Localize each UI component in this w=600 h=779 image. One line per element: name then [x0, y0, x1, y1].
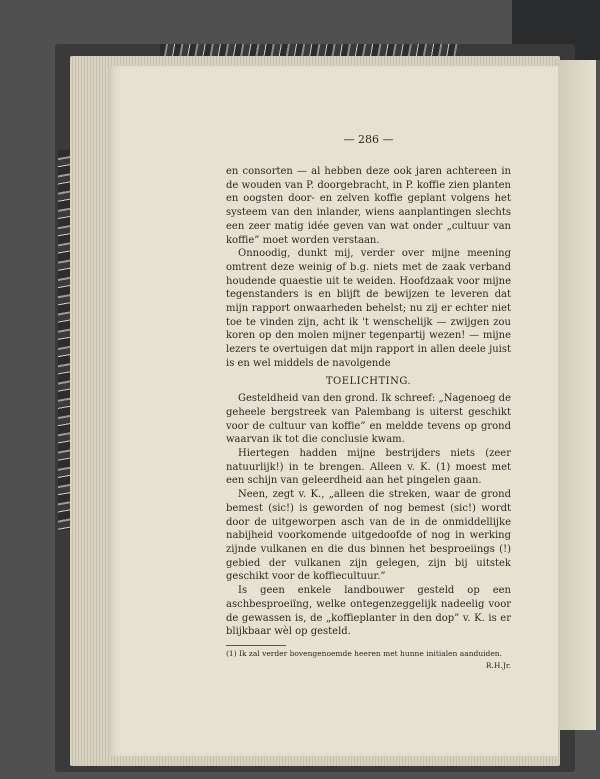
- body-text: [226, 165, 511, 673]
- facing-page-edge: [556, 60, 596, 730]
- paragraph-4: Hiertegen hadden mijne bestrijders niets (zeer natuurlijk!) in te brengen. Alleen v. K. (1) moest met een schijn van geleerdheid aan het pingelen gaan.: [226, 448, 511, 487]
- footnote: (1) Ik zal verder bovengenoemde heeren met hunne initialen aanduiden.: [226, 648, 503, 658]
- section-heading: TOELICHTING.: [325, 375, 412, 387]
- footnote-rule: [226, 645, 286, 646]
- footnote-signature: R.H.Jr.: [485, 660, 511, 670]
- marbled-edge-spine: [58, 150, 70, 530]
- page-number: — 286 —: [343, 133, 394, 146]
- paragraph-1: en consorten — al hebben deze ook jaren achtereen in de wouden van P. doorgebracht, in P. koffie zien planten en oogsten door- en zelven koffie geplant volgens het systeem van den inlander, wiens aanplantingen slechts een zeer matig idée geven van wat onder „cultuur van koffie” moet worden verstaan.: [226, 166, 511, 246]
- paragraph-3: Gesteldheid van den grond. Ik schreef: „Nagenoeg de geheele bergstreek van Palembang is uiterst geschikt voor de cultuur van koffie” en meldde tevens op grond waarvan ik tot die conclusie kwam.: [226, 393, 511, 446]
- marbled-edge-top: [160, 44, 460, 56]
- paragraph-2: Onnoodig, dunkt mij, verder over mijne meening omtrent deze weinig of b.g. niets met de zaak verband houdende quaestie uit te weiden. Hoofdzaak voor mijne tegenstanders is en blijft de bewijzen te leveren dat mijn rapport onwaarheden behelst; nu zij er echter niet toe te vinden zijn, acht ik 't wenschelijk — zwijgen zou koren op den molen mijner tegenpartij wezen! — mijne lezers te overtuigen dat mijn rapport in allen deele juist is en wel middels de navolgende: [226, 248, 511, 369]
- paragraph-6: Is geen enkele landbouwer gesteld op een aschbesproeiïng, welke ontegenzeggelijk nadeelig voor de gewassen is, de „koffieplanter in den dop” v. K. is er blijkbaar wèl op gesteld.: [226, 585, 511, 638]
- paragraph-5: Neen, zegt v. K., „alleen die streken, waar de grond bemest (sic!) is geworden of nog bemest (sic!) wordt door de uitgeworpen asch van de in de onmiddellijke nabijheid voorkomende uitgedoofde of nog in werking zijnde vulkanen en die dus binnen het besproeiings (!) gebied der vulkanen zijn gelegen, zijn bij uitstek geschikt voor de koffiecultuur.”: [226, 489, 511, 583]
